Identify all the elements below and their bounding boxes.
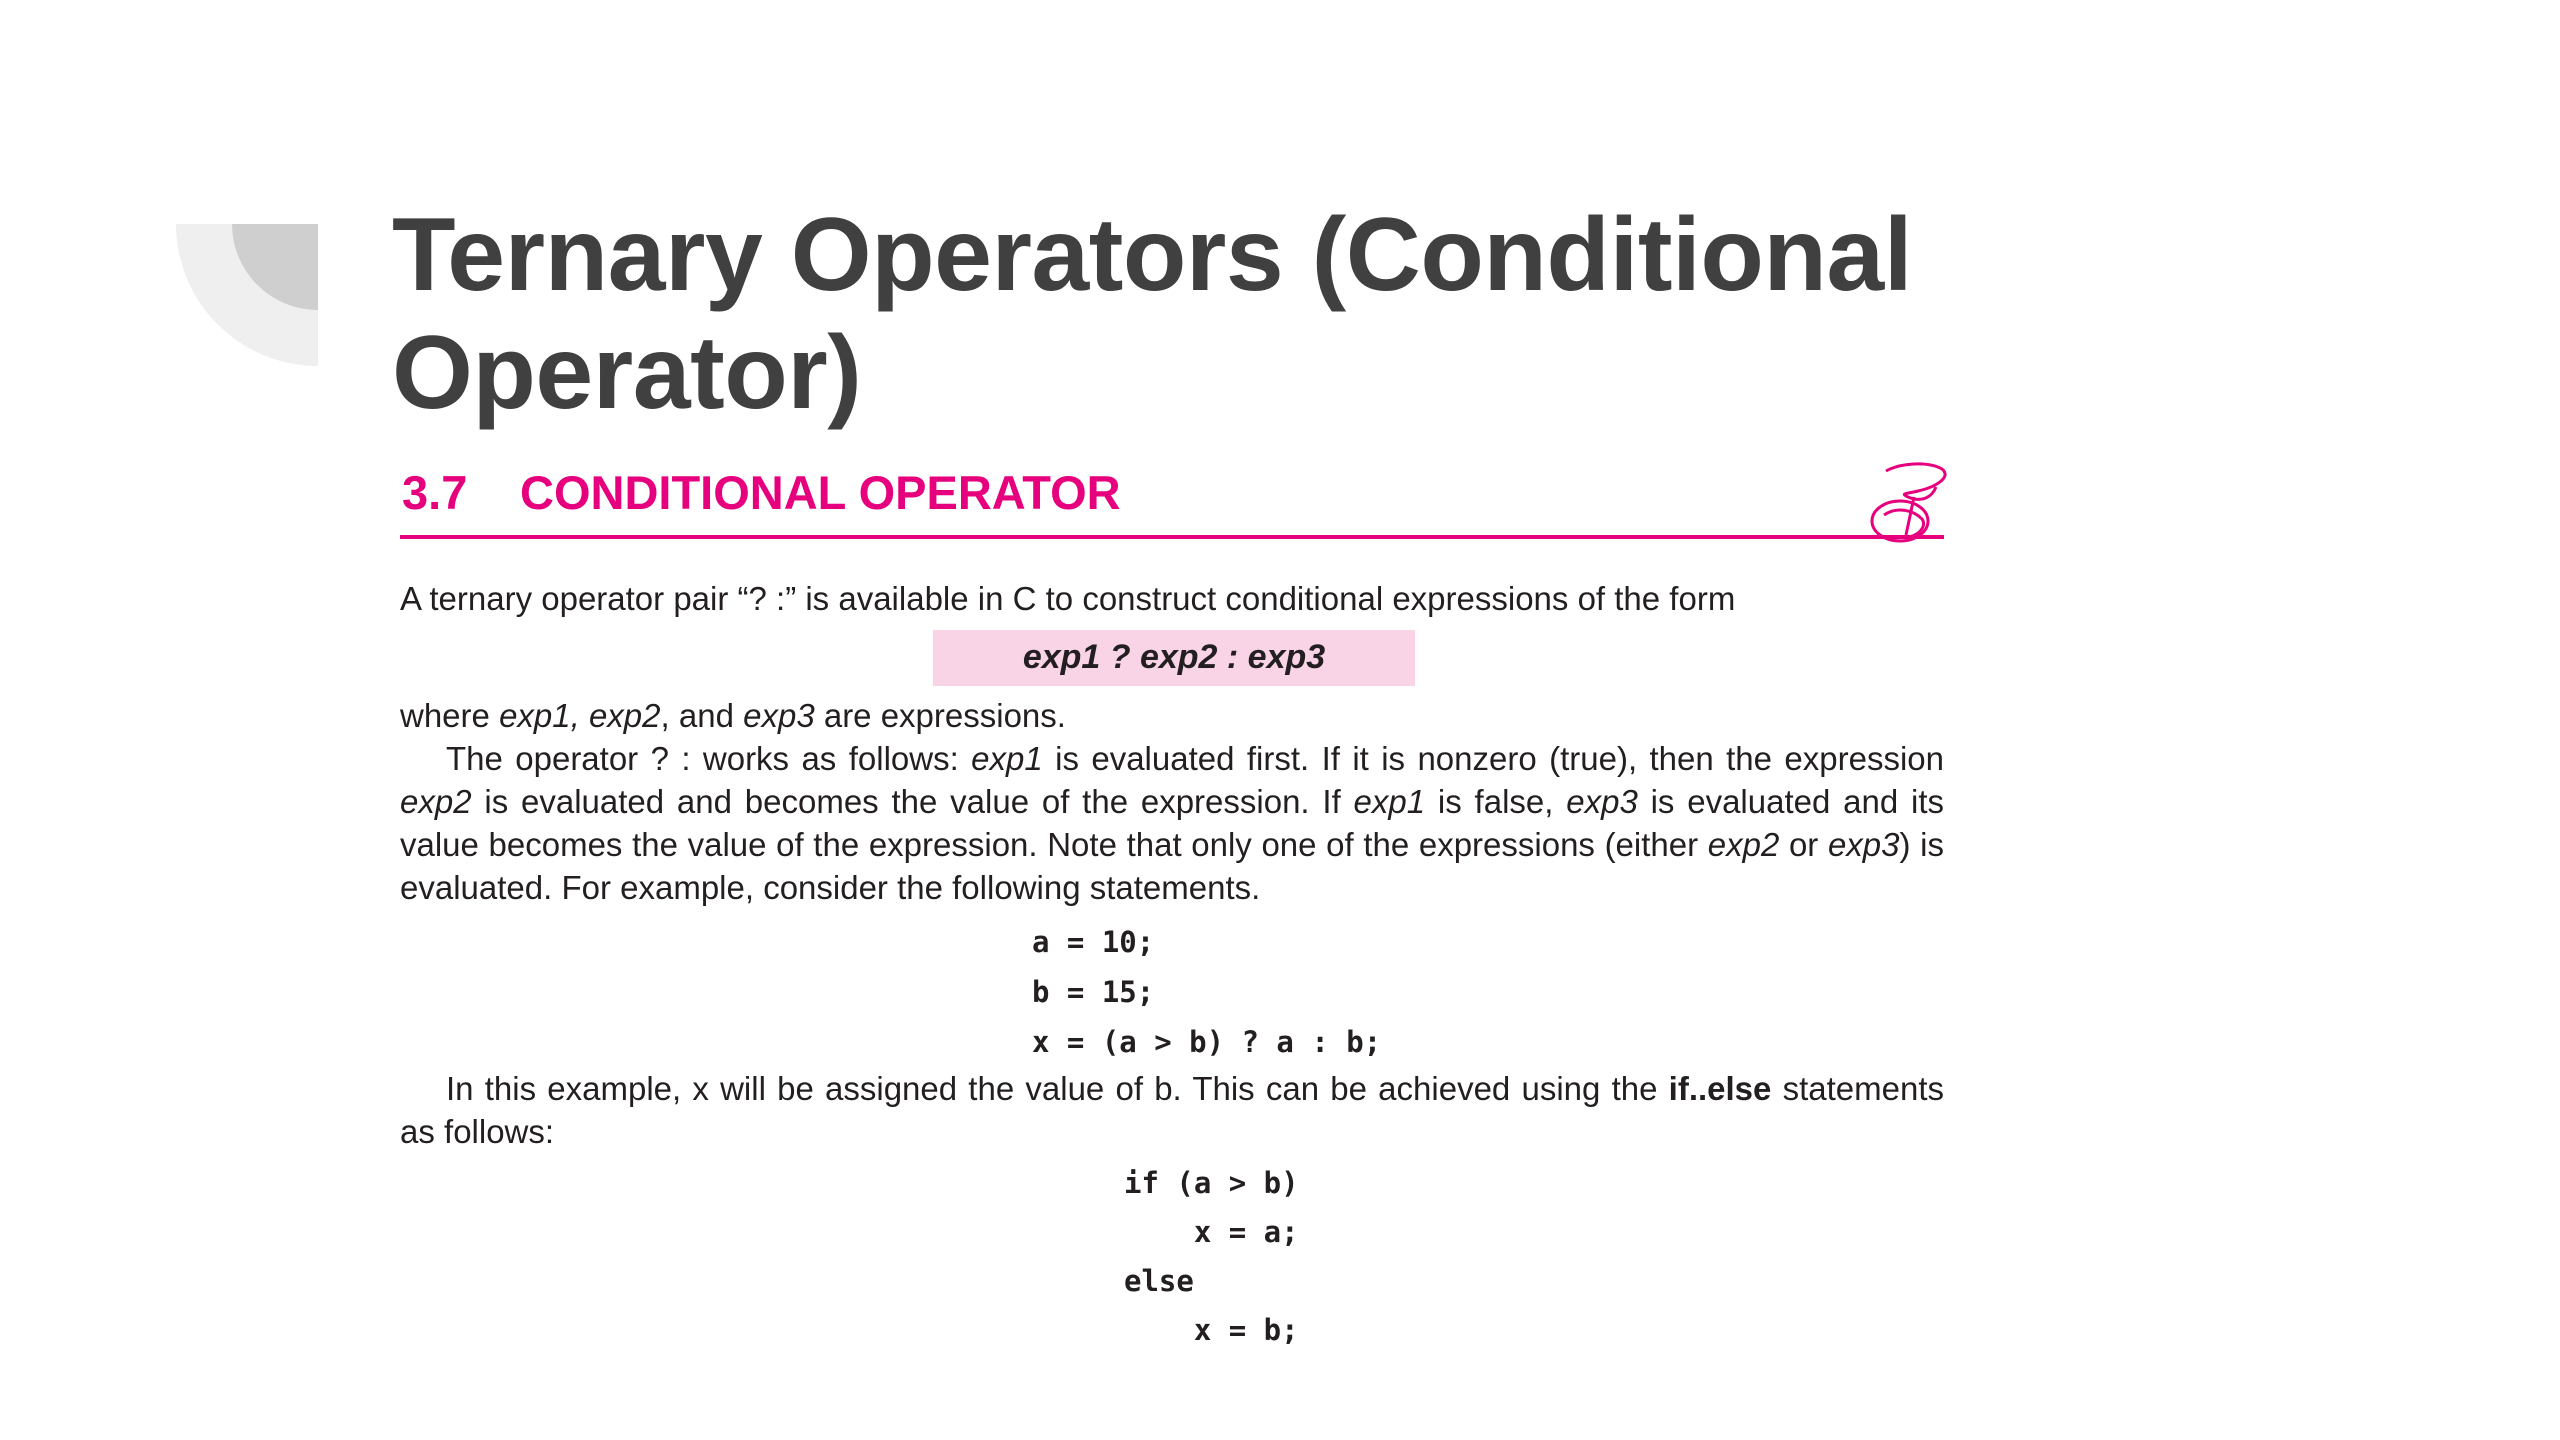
ifelse-keyword: if..else <box>1668 1070 1772 1107</box>
section-number: 3.7 <box>402 466 468 519</box>
intro-paragraph: A ternary operator pair “? :” is available in C to construct conditional expressions of the form <box>400 580 1736 617</box>
explanation-paragraph <box>400 737 1944 909</box>
where-text: , and <box>660 697 744 734</box>
code-line: x = a; <box>1124 1215 1299 1249</box>
textbook-excerpt <box>400 455 1944 1355</box>
code-line: x = b; <box>1124 1313 1299 1347</box>
formula-text: exp1 ? exp2 : exp3 <box>933 630 1415 686</box>
explanation-term: exp1 <box>1353 783 1426 820</box>
ifelse-text: statements as follows: <box>400 1070 1944 1150</box>
explanation-text: or <box>1779 826 1828 863</box>
explanation-text: is evaluated first. If it is nonzero (true), then the expression <box>1042 740 1944 777</box>
code-line: x = (a > b) ? a : b; <box>1032 1025 1382 1059</box>
explanation-text: ) is evaluated. For example, consider the following statements. <box>400 826 1944 906</box>
where-term: exp1, exp2 <box>499 697 661 734</box>
explanation-text: is false, <box>1425 783 1567 820</box>
explanation-text: The operator ? : works as follows: <box>446 740 972 777</box>
formula-box <box>400 630 1944 686</box>
code-line: if (a > b) <box>1124 1166 1299 1200</box>
explanation-text: is evaluated and becomes the value of the expression. If <box>471 783 1354 820</box>
explanation-term: exp1 <box>971 740 1043 777</box>
ternary-code-example <box>1032 917 1944 1067</box>
quarter-circle-decoration <box>176 224 318 366</box>
where-term: exp3 <box>743 697 815 734</box>
ifelse-code-example <box>1124 1159 1944 1355</box>
code-line: else <box>1124 1264 1194 1298</box>
section-header <box>400 455 1944 539</box>
section-title: CONDITIONAL OPERATOR <box>520 466 1121 519</box>
explanation-term: exp3 <box>1827 826 1900 863</box>
explanation-term: exp2 <box>1707 826 1780 863</box>
code-line: b = 15; <box>1032 975 1155 1009</box>
explanation-term: exp2 <box>400 783 472 820</box>
where-text: are expressions. <box>814 697 1066 734</box>
explanation-term: exp3 <box>1566 783 1638 820</box>
chapter-swirl-icon <box>1866 457 1950 554</box>
where-text: where <box>400 697 500 734</box>
where-paragraph <box>400 694 1944 737</box>
ifelse-text: In this example, x will be assigned the value of b. This can be achieved using the <box>446 1070 1669 1107</box>
code-line: a = 10; <box>1032 925 1155 959</box>
ifelse-paragraph <box>400 1067 1944 1153</box>
explanation-text: is evaluated and its value becomes the value of the expression. Note that only one of the expressions (either <box>400 783 1945 863</box>
slide-title: Ternary Operators (Conditional Operator) <box>392 197 1913 431</box>
